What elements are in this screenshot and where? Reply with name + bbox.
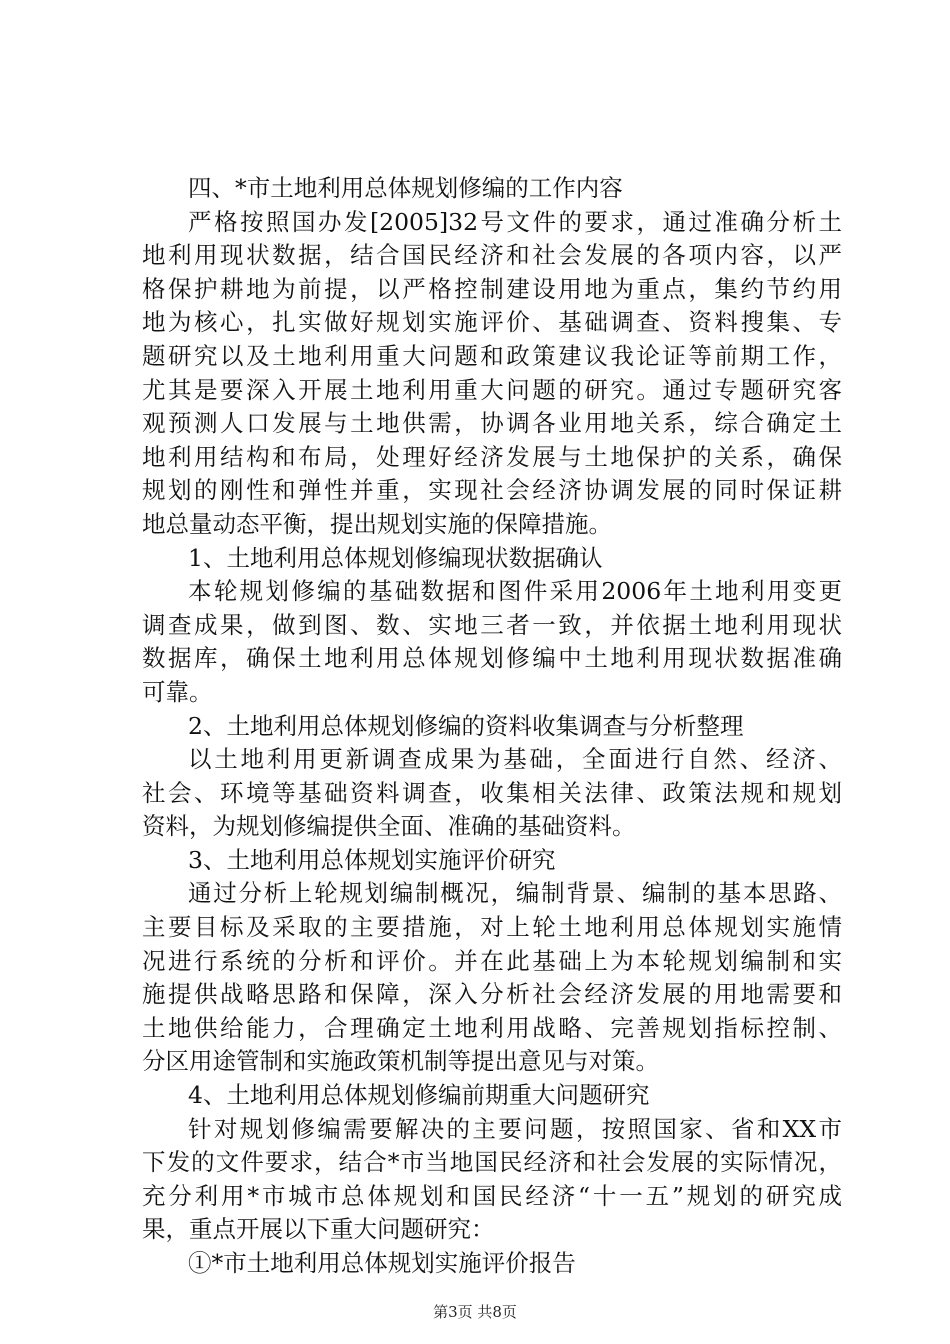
paragraph-line: 可靠。 [142,677,213,706]
paragraph-first-line: 本轮规划修编的基础数据和图件采用2006年土地利用变更 [188,577,842,606]
paragraph-line: 土地供给能力，合理确定土地利用战略、完善规划指标控制、 [142,1013,842,1042]
paragraph-line: 果，重点开展以下重大问题研究： [142,1215,495,1244]
paragraph-line: 数据库，确保土地利用总体规划修编中土地利用现状数据准确 [142,644,842,673]
paragraph-line: 地利用结构和布局，处理好经济发展与土地保护的关系，确保 [142,442,842,471]
document-body [142,172,842,1281]
paragraph-first-line: 1、土地利用总体规划修编现状数据确认 [188,543,603,572]
paragraph-line: 地利用现状数据，结合国民经济和社会发展的各项内容，以严 [142,241,842,270]
paragraph-line: 分区用途管制和实施政策机制等提出意见与对策。 [142,1047,659,1076]
paragraph-line: 资料，为规划修编提供全面、准确的基础资料。 [142,812,636,841]
paragraph-line: 下发的文件要求，结合*市当地国民经济和社会发展的实际情况， [142,1148,842,1177]
paragraph-line: 题研究以及土地利用重大问题和政策建议我论证等前期工作， [142,341,842,370]
paragraph-line: 规划的刚性和弹性并重，实现社会经济协调发展的同时保证耕 [142,476,842,505]
paragraph-first-line: 针对规划修编需要解决的主要问题，按照国家、省和XX市 [188,1114,842,1143]
paragraph-first-line: 4、土地利用总体规划修编前期重大问题研究 [188,1081,650,1110]
paragraph-first-line: 3、土地利用总体规划实施评价研究 [188,845,556,874]
paragraph-line: 施提供战略思路和保障，深入分析社会经济发展的用地需要和 [142,980,842,1009]
paragraph-first-line: ①*市土地利用总体规划实施评价报告 [188,1249,576,1277]
paragraph-line: 地为核心，扎实做好规划实施评价、基础调查、资料搜集、专 [142,308,842,337]
paragraph-line: 况进行系统的分析和评价。并在此基础上为本轮规划编制和实 [142,946,842,975]
paragraph-first-line: 通过分析上轮规划编制概况，编制背景、编制的基本思路、 [188,879,842,908]
paragraph-line: 调查成果，做到图、数、实地三者一致，并依据土地利用现状 [142,610,842,639]
paragraph-first-line: 严格按照国办发[2005]32号文件的要求，通过准确分析土 [188,207,842,236]
paragraph-line: 观预测人口发展与土地供需，协调各业用地关系，综合确定土 [142,409,842,438]
page-footer: 第3页 共8页 [433,1303,517,1321]
paragraph-line: 地总量动态平衡，提出规划实施的保障措施。 [142,509,612,538]
paragraph-first-line: 以土地利用更新调查成果为基础，全面进行自然、经济、 [188,745,842,774]
paragraph-line: 尤其是要深入开展土地利用重大问题的研究。通过专题研究客 [142,375,842,404]
paragraph-line: 充分利用*市城市总体规划和国民经济“十一五”规划的研究成 [142,1181,842,1210]
paragraph-first-line: 2、土地利用总体规划修编的资料收集调查与分析整理 [188,711,744,740]
paragraph-line: 社会、环境等基础资料调查，收集相关法律、政策法规和规划 [142,778,842,807]
paragraph-line: 主要目标及采取的主要措施，对上轮土地利用总体规划实施情 [142,913,842,942]
paragraph-first-line: 四、*市土地利用总体规划修编的工作内容 [188,174,623,202]
paragraph-line: 格保护耕地为前提，以严格控制建设用地为重点，集约节约用 [142,274,842,303]
